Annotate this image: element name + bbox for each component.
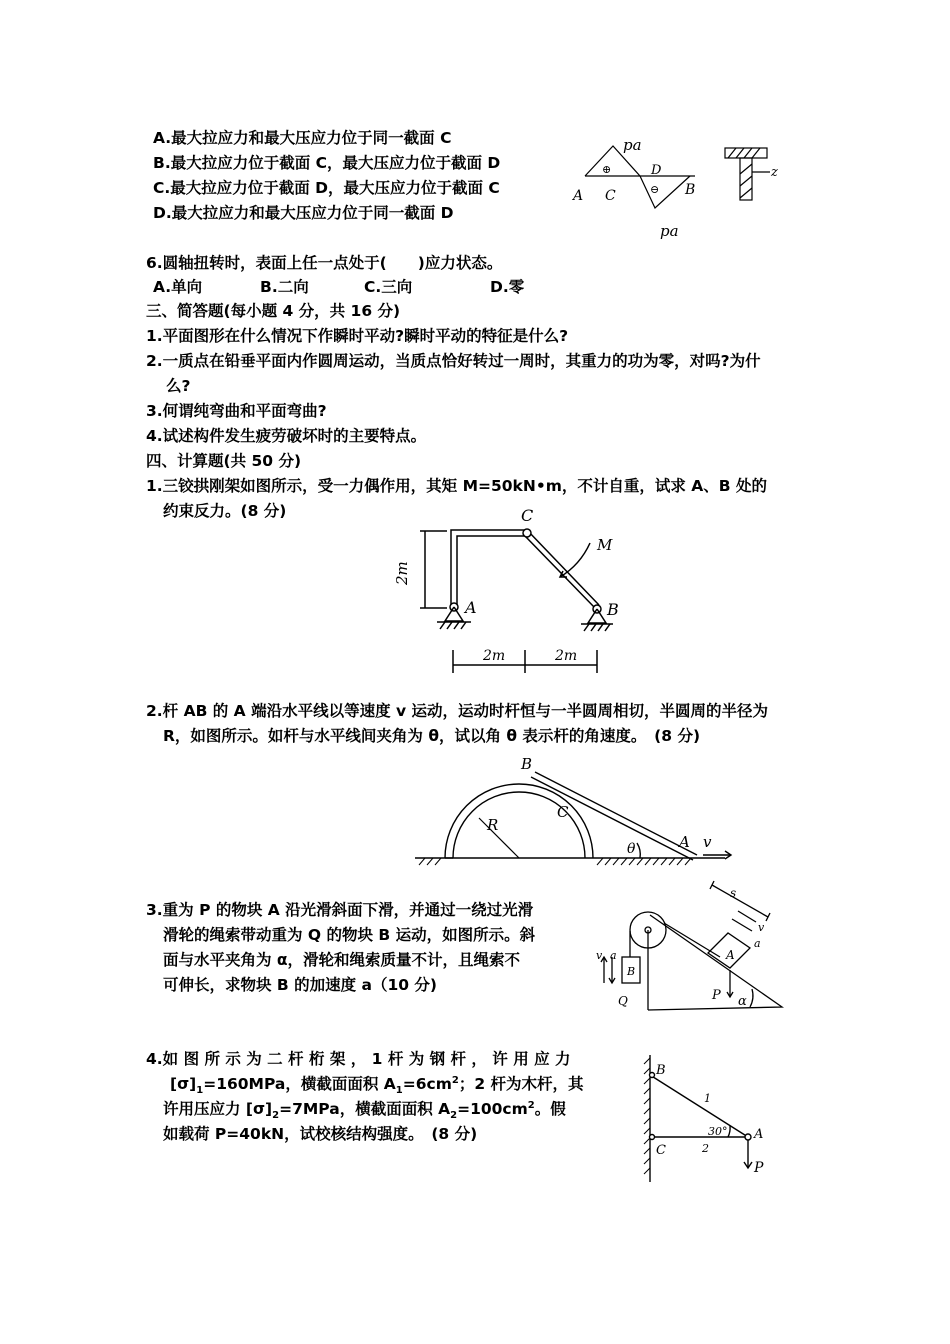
short-q4: 4.试述构件发生疲劳破坏时的主要特点。 — [146, 427, 427, 445]
label-height: 2m — [393, 561, 411, 585]
label-p: P — [712, 988, 721, 1003]
label-v-block-b: v — [596, 949, 603, 962]
q6-option-a: A.单向 — [153, 278, 203, 296]
short-q1: 1.平面图形在什么情况下作瞬时平动?瞬时平动的特征是什么? — [146, 327, 569, 345]
label-pa-bottom: pa — [660, 222, 679, 240]
label-d: D — [651, 163, 662, 178]
label-c: C — [557, 803, 569, 821]
label-b: B — [656, 1063, 666, 1078]
label-block-b: B — [627, 965, 636, 978]
label-r: R — [487, 816, 499, 834]
pulley-incline-figure — [590, 875, 790, 1015]
label-block-a: A — [726, 948, 735, 962]
truss-figure — [640, 1050, 775, 1185]
label-q: Q — [618, 994, 628, 1008]
calc-p4-line4: 如载荷 P=40kN，试校核结构强度。 (8 分) — [163, 1125, 478, 1143]
label-v-block-a: v — [758, 921, 765, 934]
plus-sign: ⊕ — [602, 163, 612, 176]
label-z: z — [771, 165, 778, 180]
semicircle-rod-figure — [405, 755, 755, 870]
option-d: D.最大拉应力和最大压应力位于同一截面 D — [153, 204, 454, 222]
calc-p3-line3: 面与水平夹角为 α，滑轮和绳索质量不计，且绳索不 — [163, 951, 521, 969]
label-a-block-a: a — [754, 937, 761, 950]
calc-p4-line1: 4.如 图 所 示 为 二 杆 桁 架 ， 1 杆 为 钢 杆 ， 许 用 应 力 — [146, 1050, 571, 1068]
short-q2-line2: 么? — [166, 377, 191, 395]
short-q3: 3.何谓纯弯曲和平面弯曲? — [146, 402, 327, 420]
label-a: A — [465, 598, 477, 617]
option-a: A.最大拉应力和最大压应力位于同一截面 C — [153, 129, 452, 147]
calc-p3-line1: 3.重为 P 的物块 A 沿光滑斜面下滑，并通过一绕过光滑 — [146, 901, 534, 919]
label-angle: 30° — [708, 1125, 728, 1138]
label-p: P — [754, 1160, 764, 1176]
q6-option-c: C.三向 — [364, 278, 413, 296]
q6-option-b: B.二向 — [260, 278, 309, 296]
label-b: B — [685, 182, 696, 198]
three-hinged-frame-figure — [385, 505, 625, 690]
label-b: B — [521, 755, 533, 773]
question-6: 6.圆轴扭转时，表面上任一点处于( )应力状态。 — [146, 254, 503, 272]
label-pa-top: pa — [623, 136, 642, 154]
label-m: M — [597, 536, 613, 554]
label-c: C — [521, 506, 534, 525]
label-alpha: α — [738, 994, 747, 1009]
calc-p2-line1: 2.杆 AB 的 A 端沿水平线以等速度 v 运动，运动时杆恒与一半圆周相切，半圆周的半径为 — [146, 702, 768, 720]
section-3-heading: 三、简答题(每小题 4 分，共 16 分) — [146, 302, 401, 320]
label-a: A — [679, 833, 690, 851]
section-4-heading: 四、计算题(共 50 分) — [146, 452, 302, 470]
calc-p4-line2: $[\sigma]_1=160MPa$，横截面面积 $A_1=6cm^2$；2 杆为木杆，其 — [170, 1074, 584, 1097]
label-c: C — [656, 1143, 666, 1158]
calc-p1-line2: 约束反力。(8 分) — [163, 502, 287, 520]
label-bar-1: 1 — [704, 1092, 711, 1105]
label-theta: θ — [627, 841, 636, 857]
option-c: C.最大拉应力位于截面 D，最大压应力位于截面 C — [153, 179, 500, 197]
label-span-2: 2m — [555, 648, 578, 664]
short-q2-line1: 2.一质点在铅垂平面内作圆周运动，当质点恰好转过一周时，其重力的功为零，对吗?为什 — [146, 352, 761, 370]
label-span-1: 2m — [483, 648, 506, 664]
label-s: s — [730, 886, 737, 900]
calc-p3-line2: 滑轮的绳索带动重为 Q 的物块 B 运动，如图所示。斜 — [163, 926, 536, 944]
label-bar-2: 2 — [702, 1142, 709, 1155]
label-b: B — [607, 600, 619, 619]
label-c: C — [605, 188, 616, 204]
minus-sign: ⊖ — [650, 183, 660, 196]
option-b: B.最大拉应力位于截面 C，最大压应力位于截面 D — [153, 154, 501, 172]
label-a: A — [754, 1127, 764, 1142]
label-a-block-b: a — [610, 949, 617, 962]
calc-p4-line3: 许用压应力 $[\sigma]_2=7MPa$，横截面面积 $A_2=100cm^2$。假 — [163, 1099, 566, 1122]
label-v: v — [703, 833, 712, 851]
moment-diagram-figure — [565, 128, 795, 243]
calc-p2-line2: R，如图所示。如杆与水平线间夹角为 θ，试以角 θ 表示杆的角速度。 (8 分) — [163, 727, 701, 745]
calc-p1-line1: 1.三铰拱刚架如图所示，受一力偶作用，其矩 M=50kN•m，不计自重，试求 A、B 处的 — [146, 477, 767, 495]
q6-option-d: D.零 — [490, 278, 525, 296]
label-a: A — [573, 188, 584, 204]
calc-p3-line4: 可伸长，求物块 B 的加速度 a（10 分) — [163, 976, 438, 994]
